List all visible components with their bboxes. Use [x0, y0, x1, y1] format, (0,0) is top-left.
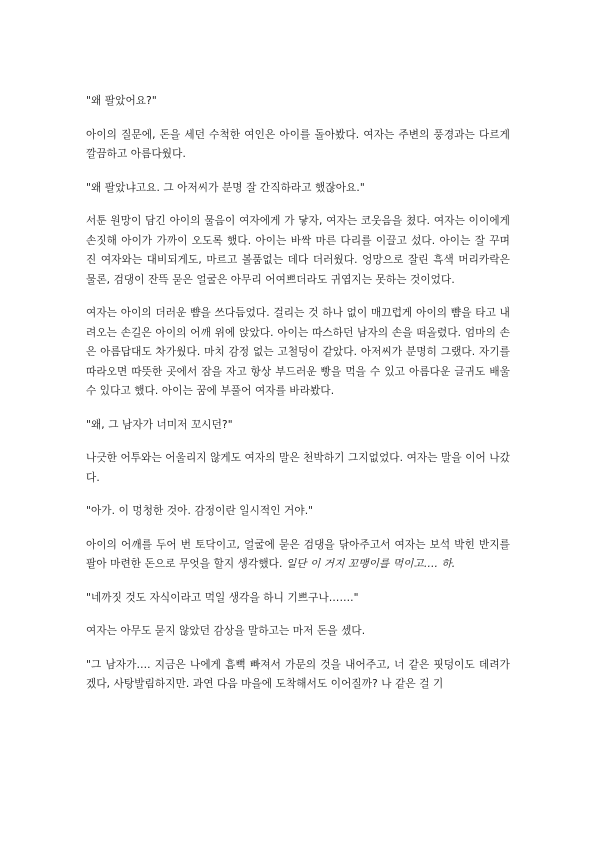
- dialogue-line: "아가. 이 멍청한 것아. 감정이란 일시적인 거야.": [86, 505, 314, 517]
- narration-paragraph: 아이의 질문에, 돈을 세던 수척한 여인은 아이를 돌아봤다. 여자는 주변의 풍경과는 다르게 깔끔하고 아름다웠다.: [86, 128, 510, 160]
- narration-paragraph: 여자는 아이의 더러운 뺨을 쓰다듬었다. 걸리는 것 하나 없이 매끄럽게 아이의 뺨을 타고 내려오는 손길은 아이의 어깨 위에 앉았다. 아이는 따스하던 남자의 손을 떠올렸다. 엄마의 손은 아름답대도 차가웠다. 마치 감정 없는 고철덩이 같았다. 아저씨가 분명히 그랬다. 자기를 따라오면 따뜻한 곳에서 잠을 자고 항상 부드러운 빵을 먹을 수 있고 아름다운 글귀도 배울 수 있다고 했다. 아이는 꿈에 부풀어 여자를 바라봤다.: [86, 307, 510, 397]
- dialogue-line: "네까짓 것도 자식이라고 먹일 생각을 하니 기쁘구나…….": [86, 591, 359, 604]
- inner-thought-text: 일단 이 거지 꼬맹이를 먹이고…. 하.: [285, 558, 456, 570]
- narration-paragraph: 여자는 아무도 묻지 않았던 감상을 말하고는 마저 돈을 셌다.: [86, 625, 366, 637]
- body-text: [86, 92, 510, 709]
- dialogue-line: "왜 팔았어요?": [86, 95, 157, 107]
- narration-text: 아이의 어깨를 두어 번 토닥이고, 얼굴에 묻은 검댕을 닦아주고서 여자는 보석 박힌 반지를 팔아 마련한 돈으로 무엇을 할지 생각했다.: [86, 538, 510, 570]
- dialogue-line: "왜, 그 남자가 너미저 꼬시던?": [86, 418, 233, 431]
- narration-paragraph: 나긋한 어투와는 어울리지 않게도 여자의 말은 천박하기 그지없었다. 여자는 말을 이어 나갔다.: [86, 452, 510, 484]
- dialogue-line: "왜 팔았냐고요. 그 아저씨가 분명 잘 간직하라고 했잖아요.": [86, 181, 365, 194]
- narration-paragraph: 서툰 원망이 담긴 아이의 물음이 여자에게 가 닿자, 여자는 코웃음을 쳤다. 여자는 이이에게 손짓해 아이가 가까이 오도록 했다. 아이는 바싹 마른 다리를 이끌고 섰다. 아이는 잘 꾸며진 여자와는 대비되게도, 마르고 볼품없는 데다 더러웠다. 엉망으로 잘린 흑색 머리카락은 물론, 검댕이 잔뜩 묻은 얼굴은 아무리 어여쁘더라도 귀엽지는 못하는 것이었다.: [86, 215, 510, 286]
- narration-paragraph: [86, 536, 510, 575]
- dialogue-line: "그 남자가…. 지금은 나에게 흠뻑 빠져서 가문의 것을 내어주고, 너 같은 핏덩이도 데려가겠다, 사탕발림하지만. 과연 다음 마을에 도착해서도 이어질까? 나 같은 걸 기: [86, 658, 510, 690]
